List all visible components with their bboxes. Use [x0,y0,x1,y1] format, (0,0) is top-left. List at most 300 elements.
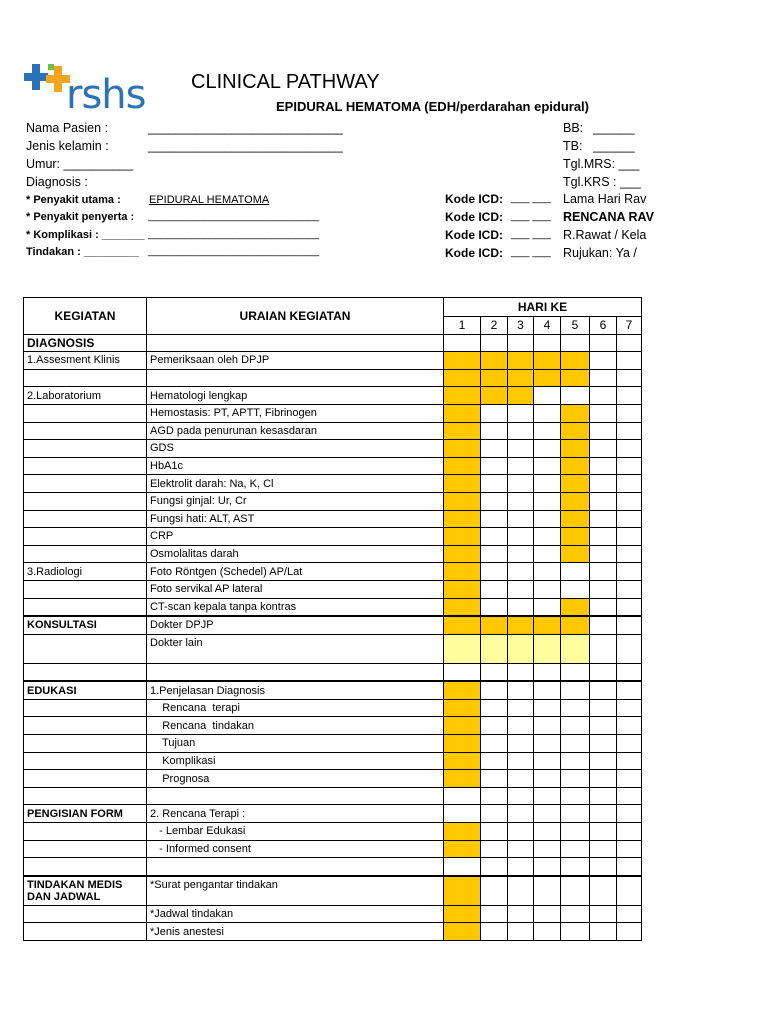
day-cell-2[interactable] [481,422,508,440]
day-cell-3[interactable] [508,475,534,493]
day-cell-2[interactable] [481,528,508,546]
day-cell-7[interactable] [617,598,642,616]
day-cell-5[interactable] [561,580,590,598]
penyakit-penyerta-field[interactable]: ____________________________ [148,210,320,222]
day-cell-3[interactable] [508,369,534,387]
kode-icd-field-3[interactable]: ___ ___ [511,228,551,240]
day-cell-7[interactable] [617,510,642,528]
kegiatan-cell: DIAGNOSIS [24,334,147,352]
day-cell-3[interactable] [508,545,534,563]
uraian-cell: GDS [147,440,444,458]
day-cell-1[interactable] [444,563,481,581]
day-cell-2[interactable] [481,510,508,528]
day-cell-4[interactable] [534,787,561,805]
day-cell-4[interactable] [534,634,561,663]
day-cell-7[interactable] [617,699,642,717]
day-cell-6[interactable] [590,923,617,941]
day-cell-2[interactable] [481,805,508,823]
day-cell-4[interactable] [534,457,561,475]
day-cell-5[interactable] [561,563,590,581]
day-cell-5[interactable] [561,805,590,823]
uraian-cell: Hemostasis: PT, APTT, Fibrinogen [147,404,444,422]
day-cell-6[interactable] [590,840,617,858]
kegiatan-cell [24,545,147,563]
uraian-cell: CRP [147,528,444,546]
day-cell-7[interactable] [617,563,642,581]
day-cell-3[interactable] [508,752,534,770]
day-cell-3[interactable] [508,580,534,598]
day-cell-7[interactable] [617,840,642,858]
day-cell-6[interactable] [590,770,617,788]
table-row [24,787,642,805]
day-cell-2[interactable] [481,699,508,717]
day-cell-1[interactable] [444,598,481,616]
day-cell-5[interactable] [561,510,590,528]
day-cell-5[interactable] [561,475,590,493]
uraian-cell [147,663,444,681]
day-cell-3[interactable] [508,840,534,858]
kegiatan-cell [24,923,147,941]
day-cell-7[interactable] [617,422,642,440]
day-cell-5[interactable] [561,905,590,923]
table-row [24,440,642,458]
day-cell-3[interactable] [508,876,534,906]
day-cell-3[interactable] [508,858,534,876]
kegiatan-cell [24,735,147,753]
day-cell-4[interactable] [534,598,561,616]
day-cell-3[interactable] [508,528,534,546]
day-cell-1[interactable] [444,858,481,876]
day-cell-1[interactable] [444,752,481,770]
day-cell-5[interactable] [561,545,590,563]
day-cell-3[interactable] [508,823,534,841]
day-cell-7[interactable] [617,663,642,681]
day-cell-6[interactable] [590,752,617,770]
day-cell-2[interactable] [481,352,508,370]
day-cell-5[interactable] [561,404,590,422]
day-cell-1[interactable] [444,334,481,352]
uraian-cell: Dokter DPJP [147,616,444,634]
day-cell-7[interactable] [617,770,642,788]
day-cell-5[interactable] [561,528,590,546]
kode-icd-field-4[interactable]: ___ ___ [511,246,551,258]
rencana-label: RENCANA RAV [563,210,654,224]
day-cell-1[interactable] [444,580,481,598]
kode-icd-field-2[interactable]: ___ ___ [511,210,551,222]
day-cell-4[interactable] [534,858,561,876]
table-row [24,905,642,923]
jenis-field[interactable]: ____________________________ [148,139,343,153]
nama-field[interactable]: ____________________________ [148,121,343,135]
day-cell-3[interactable] [508,735,534,753]
day-cell-6[interactable] [590,352,617,370]
day-cell-6[interactable] [590,787,617,805]
day-cell-3[interactable] [508,663,534,681]
day-cell-1[interactable] [444,457,481,475]
day-cell-5[interactable] [561,858,590,876]
tgl-krs-field[interactable]: Tgl.KRS : ___ [563,175,641,189]
day-cell-3[interactable] [508,598,534,616]
kegiatan-cell [24,823,147,841]
day-cell-3[interactable] [508,563,534,581]
day-cell-5[interactable] [561,876,590,906]
day-cell-1[interactable] [444,404,481,422]
uraian-cell: Osmolalitas darah [147,545,444,563]
uraian-cell [147,858,444,876]
day-cell-7[interactable] [617,752,642,770]
day-cell-2[interactable] [481,440,508,458]
logo-text: rshs [66,72,146,118]
day-cell-3[interactable] [508,352,534,370]
day-cell-1[interactable] [444,616,481,634]
day-cell-6[interactable] [590,422,617,440]
day-cell-3[interactable] [508,510,534,528]
day-cell-1[interactable] [444,805,481,823]
day-cell-3[interactable] [508,923,534,941]
day-cell-5[interactable] [561,681,590,699]
day-cell-6[interactable] [590,334,617,352]
day-cell-2[interactable] [481,681,508,699]
day-cell-6[interactable] [590,598,617,616]
day-cell-2[interactable] [481,840,508,858]
day-cell-6[interactable] [590,699,617,717]
day-cell-6[interactable] [590,717,617,735]
day-cell-2[interactable] [481,387,508,405]
day-cell-2[interactable] [481,545,508,563]
day-cell-6[interactable] [590,805,617,823]
penyakit-penyerta-label: * Penyakit penyerta : [26,211,135,223]
day-header-1: 1 [444,317,481,335]
day-cell-2[interactable] [481,457,508,475]
day-cell-4[interactable] [534,717,561,735]
day-cell-7[interactable] [617,580,642,598]
day-cell-7[interactable] [617,876,642,906]
day-cell-7[interactable] [617,457,642,475]
table-row [24,492,642,510]
day-cell-4[interactable] [534,616,561,634]
day-cell-6[interactable] [590,457,617,475]
kegiatan-cell [24,770,147,788]
day-cell-2[interactable] [481,563,508,581]
day-cell-3[interactable] [508,404,534,422]
day-cell-5[interactable] [561,923,590,941]
day-cell-5[interactable] [561,752,590,770]
day-cell-2[interactable] [481,717,508,735]
uraian-cell: - Informed consent [147,840,444,858]
day-cell-4[interactable] [534,387,561,405]
day-cell-1[interactable] [444,699,481,717]
day-cell-7[interactable] [617,404,642,422]
day-cell-4[interactable] [534,475,561,493]
day-cell-1[interactable] [444,823,481,841]
day-cell-4[interactable] [534,699,561,717]
day-cell-1[interactable] [444,840,481,858]
day-cell-2[interactable] [481,876,508,906]
day-cell-7[interactable] [617,923,642,941]
uraian-cell: HbA1c [147,457,444,475]
day-cell-2[interactable] [481,634,508,663]
day-cell-5[interactable] [561,352,590,370]
day-cell-3[interactable] [508,422,534,440]
day-cell-2[interactable] [481,369,508,387]
day-cell-4[interactable] [534,823,561,841]
day-cell-4[interactable] [534,905,561,923]
day-cell-7[interactable] [617,440,642,458]
day-cell-6[interactable] [590,492,617,510]
day-cell-7[interactable] [617,616,642,634]
kegiatan-cell: KONSULTASI [24,616,147,634]
day-cell-5[interactable] [561,840,590,858]
day-cell-3[interactable] [508,616,534,634]
kode-icd-field-1[interactable]: ___ ___ [511,192,551,204]
tb-label: TB: [563,139,583,153]
day-cell-4[interactable] [534,422,561,440]
day-cell-7[interactable] [617,681,642,699]
day-cell-1[interactable] [444,545,481,563]
rujukan-label: Rujukan: Ya / [563,246,637,260]
day-cell-7[interactable] [617,905,642,923]
day-cell-7[interactable] [617,475,642,493]
kegiatan-cell [24,510,147,528]
day-cell-1[interactable] [444,422,481,440]
komplikasi-field[interactable]: ____________________________ [148,228,320,240]
day-cell-7[interactable] [617,369,642,387]
day-cell-5[interactable] [561,440,590,458]
day-cell-3[interactable] [508,457,534,475]
table-row [24,735,642,753]
kegiatan-cell [24,663,147,681]
kegiatan-cell: EDUKASI [24,681,147,699]
day-cell-4[interactable] [534,404,561,422]
day-cell-1[interactable] [444,735,481,753]
day-cell-7[interactable] [617,717,642,735]
day-cell-2[interactable] [481,475,508,493]
day-cell-6[interactable] [590,858,617,876]
day-cell-7[interactable] [617,545,642,563]
day-cell-1[interactable] [444,440,481,458]
nama-label: Nama Pasien : [26,121,108,135]
day-cell-3[interactable] [508,334,534,352]
day-cell-6[interactable] [590,735,617,753]
day-cell-5[interactable] [561,334,590,352]
table-row [24,528,642,546]
day-cell-7[interactable] [617,787,642,805]
day-cell-4[interactable] [534,876,561,906]
day-cell-6[interactable] [590,681,617,699]
day-cell-2[interactable] [481,770,508,788]
day-cell-1[interactable] [444,923,481,941]
day-cell-1[interactable] [444,387,481,405]
table-row [24,510,642,528]
day-cell-6[interactable] [590,563,617,581]
day-cell-4[interactable] [534,492,561,510]
table-row [24,352,642,370]
day-cell-7[interactable] [617,805,642,823]
day-cell-4[interactable] [534,840,561,858]
tb-field[interactable]: ______ [593,139,635,153]
day-cell-6[interactable] [590,440,617,458]
jenis-label: Jenis kelamin : [26,139,109,153]
day-cell-7[interactable] [617,634,642,663]
day-cell-7[interactable] [617,735,642,753]
tindakan-field[interactable]: ____________________________ [148,245,320,257]
day-cell-6[interactable] [590,510,617,528]
day-cell-4[interactable] [534,545,561,563]
day-cell-2[interactable] [481,823,508,841]
day-cell-4[interactable] [534,369,561,387]
kegiatan-cell [24,858,147,876]
day-cell-4[interactable] [534,805,561,823]
day-cell-7[interactable] [617,387,642,405]
uraian-cell: *Jenis anestesi [147,923,444,941]
day-cell-7[interactable] [617,334,642,352]
page-subtitle: EPIDURAL HEMATOMA (EDH/perdarahan epidural) [276,99,589,114]
day-cell-6[interactable] [590,475,617,493]
day-cell-4[interactable] [534,923,561,941]
day-cell-4[interactable] [534,440,561,458]
day-cell-1[interactable] [444,787,481,805]
day-cell-5[interactable] [561,634,590,663]
day-cell-1[interactable] [444,352,481,370]
day-cell-6[interactable] [590,580,617,598]
day-cell-1[interactable] [444,717,481,735]
day-cell-4[interactable] [534,770,561,788]
day-cell-3[interactable] [508,387,534,405]
day-cell-2[interactable] [481,923,508,941]
day-cell-1[interactable] [444,663,481,681]
day-cell-1[interactable] [444,905,481,923]
day-cell-5[interactable] [561,823,590,841]
day-cell-1[interactable] [444,492,481,510]
penyakit-utama-value: EPIDURAL HEMATOMA [149,194,270,206]
day-cell-6[interactable] [590,404,617,422]
day-cell-7[interactable] [617,858,642,876]
day-cell-1[interactable] [444,510,481,528]
day-cell-1[interactable] [444,475,481,493]
bb-field[interactable]: ______ [593,121,635,135]
day-cell-7[interactable] [617,823,642,841]
day-cell-6[interactable] [590,387,617,405]
day-cell-3[interactable] [508,681,534,699]
day-cell-2[interactable] [481,735,508,753]
day-cell-2[interactable] [481,752,508,770]
day-cell-5[interactable] [561,663,590,681]
kegiatan-cell [24,492,147,510]
day-cell-2[interactable] [481,905,508,923]
day-cell-2[interactable] [481,858,508,876]
kegiatan-cell [24,752,147,770]
day-cell-5[interactable] [561,369,590,387]
day-cell-5[interactable] [561,422,590,440]
day-cell-5[interactable] [561,770,590,788]
day-cell-4[interactable] [534,334,561,352]
header-uraian: URAIAN KEGIATAN [147,298,444,335]
day-cell-2[interactable] [481,580,508,598]
day-cell-4[interactable] [534,752,561,770]
day-cell-5[interactable] [561,387,590,405]
day-cell-2[interactable] [481,598,508,616]
kegiatan-cell [24,422,147,440]
bb-label: BB: [563,121,584,135]
day-cell-3[interactable] [508,699,534,717]
day-cell-6[interactable] [590,528,617,546]
day-cell-5[interactable] [561,457,590,475]
day-cell-7[interactable] [617,352,642,370]
day-cell-4[interactable] [534,563,561,581]
day-cell-5[interactable] [561,598,590,616]
day-cell-3[interactable] [508,634,534,663]
day-cell-7[interactable] [617,492,642,510]
day-cell-2[interactable] [481,787,508,805]
day-cell-4[interactable] [534,663,561,681]
day-cell-3[interactable] [508,492,534,510]
day-cell-3[interactable] [508,805,534,823]
day-cell-5[interactable] [561,735,590,753]
day-cell-6[interactable] [590,634,617,663]
day-cell-5[interactable] [561,787,590,805]
uraian-cell: *Jadwal tindakan [147,905,444,923]
kode-icd-label-2: Kode ICD: [445,210,503,224]
uraian-cell: Foto servikal AP lateral [147,580,444,598]
day-cell-2[interactable] [481,334,508,352]
day-cell-6[interactable] [590,616,617,634]
day-cell-2[interactable] [481,492,508,510]
day-cell-2[interactable] [481,404,508,422]
kegiatan-cell [24,717,147,735]
uraian-cell: Hematologi lengkap [147,387,444,405]
day-cell-4[interactable] [534,580,561,598]
day-cell-3[interactable] [508,770,534,788]
table-row [24,752,642,770]
day-cell-6[interactable] [590,663,617,681]
day-cell-3[interactable] [508,787,534,805]
day-cell-3[interactable] [508,440,534,458]
day-cell-2[interactable] [481,616,508,634]
day-cell-5[interactable] [561,699,590,717]
day-cell-4[interactable] [534,735,561,753]
day-cell-6[interactable] [590,369,617,387]
day-cell-6[interactable] [590,876,617,906]
day-cell-1[interactable] [444,681,481,699]
day-cell-3[interactable] [508,717,534,735]
umur-field[interactable]: Umur: __________ [26,157,134,171]
day-cell-1[interactable] [444,369,481,387]
day-cell-4[interactable] [534,352,561,370]
day-cell-5[interactable] [561,717,590,735]
table-row [24,823,642,841]
day-cell-6[interactable] [590,905,617,923]
uraian-cell: 2. Rencana Terapi : [147,805,444,823]
day-cell-5[interactable] [561,492,590,510]
table-row [24,457,642,475]
day-cell-1[interactable] [444,876,481,906]
day-cell-4[interactable] [534,528,561,546]
kegiatan-cell [24,475,147,493]
day-cell-4[interactable] [534,681,561,699]
day-cell-7[interactable] [617,528,642,546]
day-cell-5[interactable] [561,616,590,634]
day-cell-1[interactable] [444,770,481,788]
uraian-cell: Komplikasi [147,752,444,770]
day-cell-1[interactable] [444,528,481,546]
day-cell-6[interactable] [590,545,617,563]
day-cell-6[interactable] [590,823,617,841]
day-cell-1[interactable] [444,634,481,663]
day-cell-3[interactable] [508,905,534,923]
day-cell-2[interactable] [481,663,508,681]
day-cell-4[interactable] [534,510,561,528]
tgl-mrs-field[interactable]: Tgl.MRS: ___ [563,157,640,171]
